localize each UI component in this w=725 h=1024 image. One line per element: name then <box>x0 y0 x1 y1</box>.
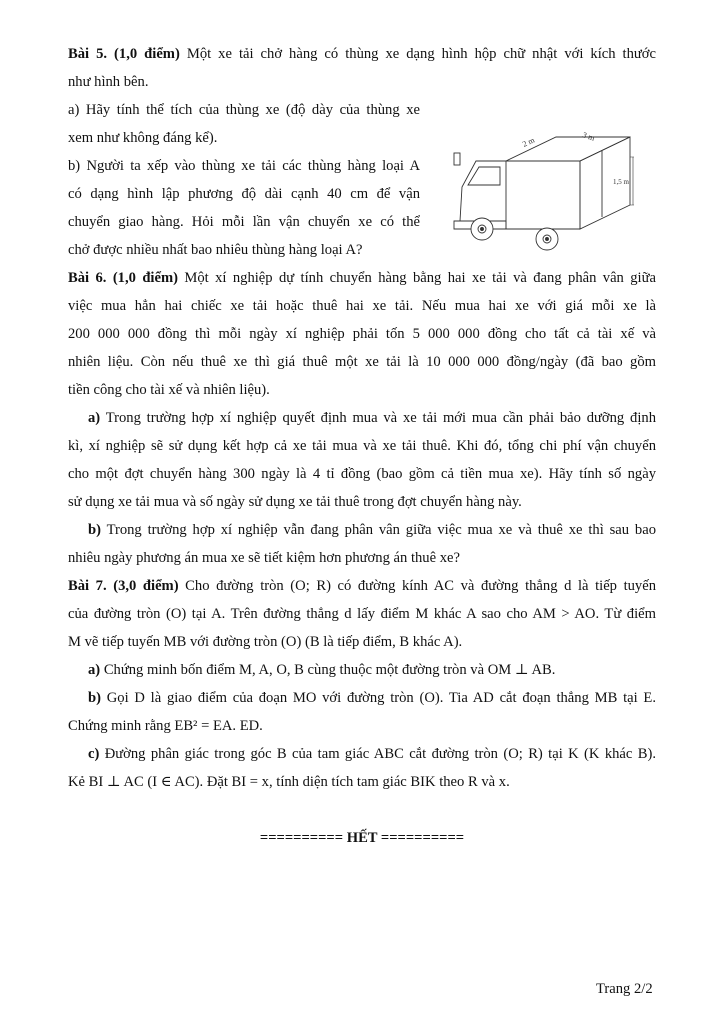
bai5-part-a-line-1: a) Hãy tính thể tích của thùng xe (độ dày của thùng xe <box>68 102 420 118</box>
height-dimension-line <box>630 157 634 205</box>
dimension-label-width: 2 m <box>521 135 536 149</box>
truck-cab <box>460 161 506 221</box>
bai6-line-4: nhiên liệu. Còn nếu thuê xe thì giá thuê một xe tải là 10 000 000 đồng/ngày (đã bao gồm <box>68 354 656 370</box>
bai7-line-3: M vẽ tiếp tuyến MB với đường tròn (O) (B là tiếp điểm, B khác A). <box>68 634 463 650</box>
side-mirror <box>454 153 460 165</box>
bai6-part-b-line-1: b) Trong trường hợp xí nghiệp vẫn đang phân vân giữa việc mua xe và thuê xe thì sau bao <box>88 522 656 538</box>
cab-window <box>468 167 500 185</box>
bai5-part-b-line-3: chuyển giao hàng. Hỏi mỗi lần vận chuyển xe có thể <box>68 214 420 230</box>
end-marker: ========== HẾT ========== <box>259 830 465 846</box>
bai5-part-b-line-2: có dạng hình lập phương độ dài cạnh 40 cm để vận <box>68 186 420 202</box>
bai7-part-c-label: c) <box>88 746 100 762</box>
bai5-part-b-line-1: b) Người ta xếp vào thùng xe tải các thùng hàng loại A <box>68 158 420 174</box>
bai6-line-3: 200 000 000 đồng thì mỗi ngày xí nghiệp phải tốn 5 000 000 đồng cho tất cả tài xế và <box>68 326 656 342</box>
bai6-part-a-line-4: sử dụng xe tải mua và số ngày sử dụng xe tải thuê trong đợt chuyển hàng này. <box>68 494 522 510</box>
bai5-line-1: Bài 5. (1,0 điểm) Một xe tải chở hàng có thùng xe dạng hình hộp chữ nhật với kích thước <box>68 46 656 62</box>
bai5-line-2: như hình bên. <box>68 74 149 90</box>
bai6-line-1: Bài 6. (1,0 điểm) Một xí nghiệp dự tính chuyển hàng bằng hai xe tải và đang phân vân giữa <box>68 270 656 286</box>
front-wheel-center <box>481 228 484 231</box>
bai7-part-a-label: a) <box>88 662 101 678</box>
rear-wheel-center <box>546 238 549 241</box>
bai7-part-a: a) Chứng minh bốn điểm M, A, O, B cùng thuộc một đường tròn và OM ⊥ AB. <box>88 662 556 678</box>
exam-page <box>68 40 656 852</box>
bai6-part-a-line-3: cho một đợt chuyển hàng 300 ngày là 4 tỉ đồng (bao gồm cả tiền mua xe). Hãy tính số ngày <box>68 466 656 482</box>
dimension-label-height: 1,5 m <box>613 178 629 186</box>
bai7-part-b-line-1: b) Gọi D là giao điểm của đoạn MO với đường tròn (O). Tia AD cắt đoạn thẳng MB tại E. <box>88 690 656 706</box>
bai7-line-2: của đường tròn (O) tại A. Trên đường thẳng d lấy điểm M khác A sao cho AM > AO. Từ điểm <box>68 606 656 622</box>
bai7-line-1: Bài 7. (3,0 điểm) Cho đường tròn (O; R) có đường kính AC và đường thẳng d là tiếp tuyến <box>68 578 656 594</box>
bai6-part-b-label: b) <box>88 522 101 538</box>
bai6-part-a-line-2: kì, xí nghiệp sẽ sử dụng kết hợp cả xe tải mua và xe tải thuê. Khi đó, tổng chi phí vận chuyển <box>68 438 656 454</box>
dimension-label-length: 3 m <box>581 130 596 143</box>
bai7-part-c-line-1: c) Đường phân giác trong góc B của tam giác ABC cắt đường tròn (O; R) tại K (K khác B). <box>88 746 656 762</box>
bai7-title: Bài 7. (3,0 điểm) <box>68 578 179 594</box>
bai7-part-b-label: b) <box>88 690 101 706</box>
truck-figure <box>452 129 644 251</box>
page-number: Trang 2/2 <box>596 981 653 997</box>
cargo-box-side <box>506 161 580 229</box>
bai6-part-a-line-1: a) Trong trường hợp xí nghiệp quyết định mua và xe tải mới mua cần phải bảo dưỡng định <box>88 410 656 426</box>
bai6-title: Bài 6. (1,0 điểm) <box>68 270 178 286</box>
bai6-line-2: việc mua hẳn hai chiếc xe tải hoặc thuê hai xe tải. Nếu mua hai xe với giá mỗi xe là <box>68 298 656 314</box>
bai7-part-c-line-2: Kẻ BI ⊥ AC (I ∈ AC). Đặt BI = x, tính diện tích tam giác BIK theo R và x. <box>68 774 510 790</box>
bai5-part-a-line-2: xem như không đáng kể). <box>68 130 218 146</box>
bai7-part-b-line-2: Chứng minh rằng EB² = EA. ED. <box>68 718 263 734</box>
bai6-line-5: tiền công cho tài xế và nhiên liệu). <box>68 382 270 398</box>
bai6-part-b-line-2: nhiêu ngày phương án mua xe sẽ tiết kiệm hơn phương án thuê xe? <box>68 550 460 566</box>
bai6-part-a-label: a) <box>88 410 101 426</box>
bai5-title: Bài 5. (1,0 điểm) <box>68 46 180 62</box>
bai5-part-b-line-4: chở được nhiều nhất bao nhiêu thùng hàng loại A? <box>68 242 363 258</box>
